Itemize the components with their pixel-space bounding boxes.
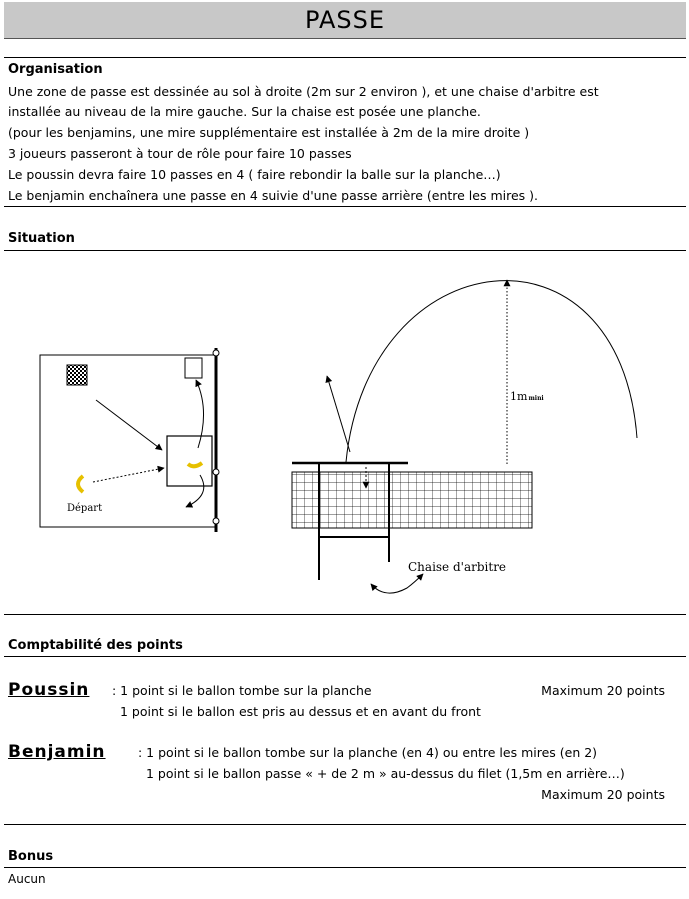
situation-heading: Situation [8, 231, 75, 246]
poussin-label: Poussin [8, 680, 90, 700]
page-title-bar [4, 2, 686, 39]
volleyball-net [292, 472, 532, 528]
referee-chair-icon [67, 365, 87, 385]
page-title: PASSE [305, 6, 385, 34]
divider [4, 57, 686, 58]
organisation-line: installée au niveau de la mire gauche. Sur la chaise est posée une planche. [8, 104, 481, 119]
organisation-line: Le benjamin enchaînera une passe en 4 suivie d'une passe arrière (entre les mires ). [8, 188, 538, 203]
benjamin-line1: : 1 point si le ballon tombe sur la planche (en 4) ou entre les mires (en 2) [138, 745, 598, 760]
organisation-heading: Organisation [8, 62, 103, 77]
poussin-max: Maximum 20 points [541, 683, 665, 698]
points-heading: Comptabilité des points [8, 638, 183, 653]
organisation-line: Une zone de passe est dessinée au sol à droite (2m sur 2 environ ), et une chaise d'arbitre est [8, 84, 599, 99]
divider [4, 656, 686, 657]
poussin-line1: : 1 point si le ballon tombe sur la planche [112, 683, 372, 698]
benjamin-max: Maximum 20 points [541, 787, 665, 802]
divider [4, 824, 686, 825]
height-label [510, 390, 544, 403]
pass-zone [167, 436, 212, 486]
player-start-icon [78, 476, 83, 492]
net-side-view [292, 280, 637, 593]
benjamin-label: Benjamin [8, 742, 106, 762]
chair-label: Chaise d'arbitre [408, 560, 507, 574]
height-sub: mini [528, 395, 544, 402]
organisation-line: 3 joueurs passeront à tour de rôle pour faire 10 passes [8, 146, 352, 161]
organisation-line: Le poussin devra faire 10 passes en 4 ( faire rebondir la balle sur la planche…) [8, 167, 501, 182]
situation-drawing [0, 250, 689, 620]
height-value: 1m [510, 390, 528, 403]
poussin-line2: 1 point si le ballon est pris au dessus et en avant du front [120, 704, 481, 719]
situation-diagram [0, 250, 689, 620]
benjamin-line2: 1 point si le ballon passe « + de 2 m » au-dessus du filet (1,5m en arrière…) [146, 766, 625, 781]
organisation-line: (pour les benjamins, une mire supplémentaire est installée à 2m de la mire droite ) [8, 125, 530, 140]
depart-label: Départ [67, 503, 103, 514]
bonus-text: Aucun [8, 872, 46, 886]
divider [4, 206, 686, 207]
divider [4, 614, 686, 615]
divider [4, 867, 686, 868]
bonus-heading: Bonus [8, 849, 54, 864]
